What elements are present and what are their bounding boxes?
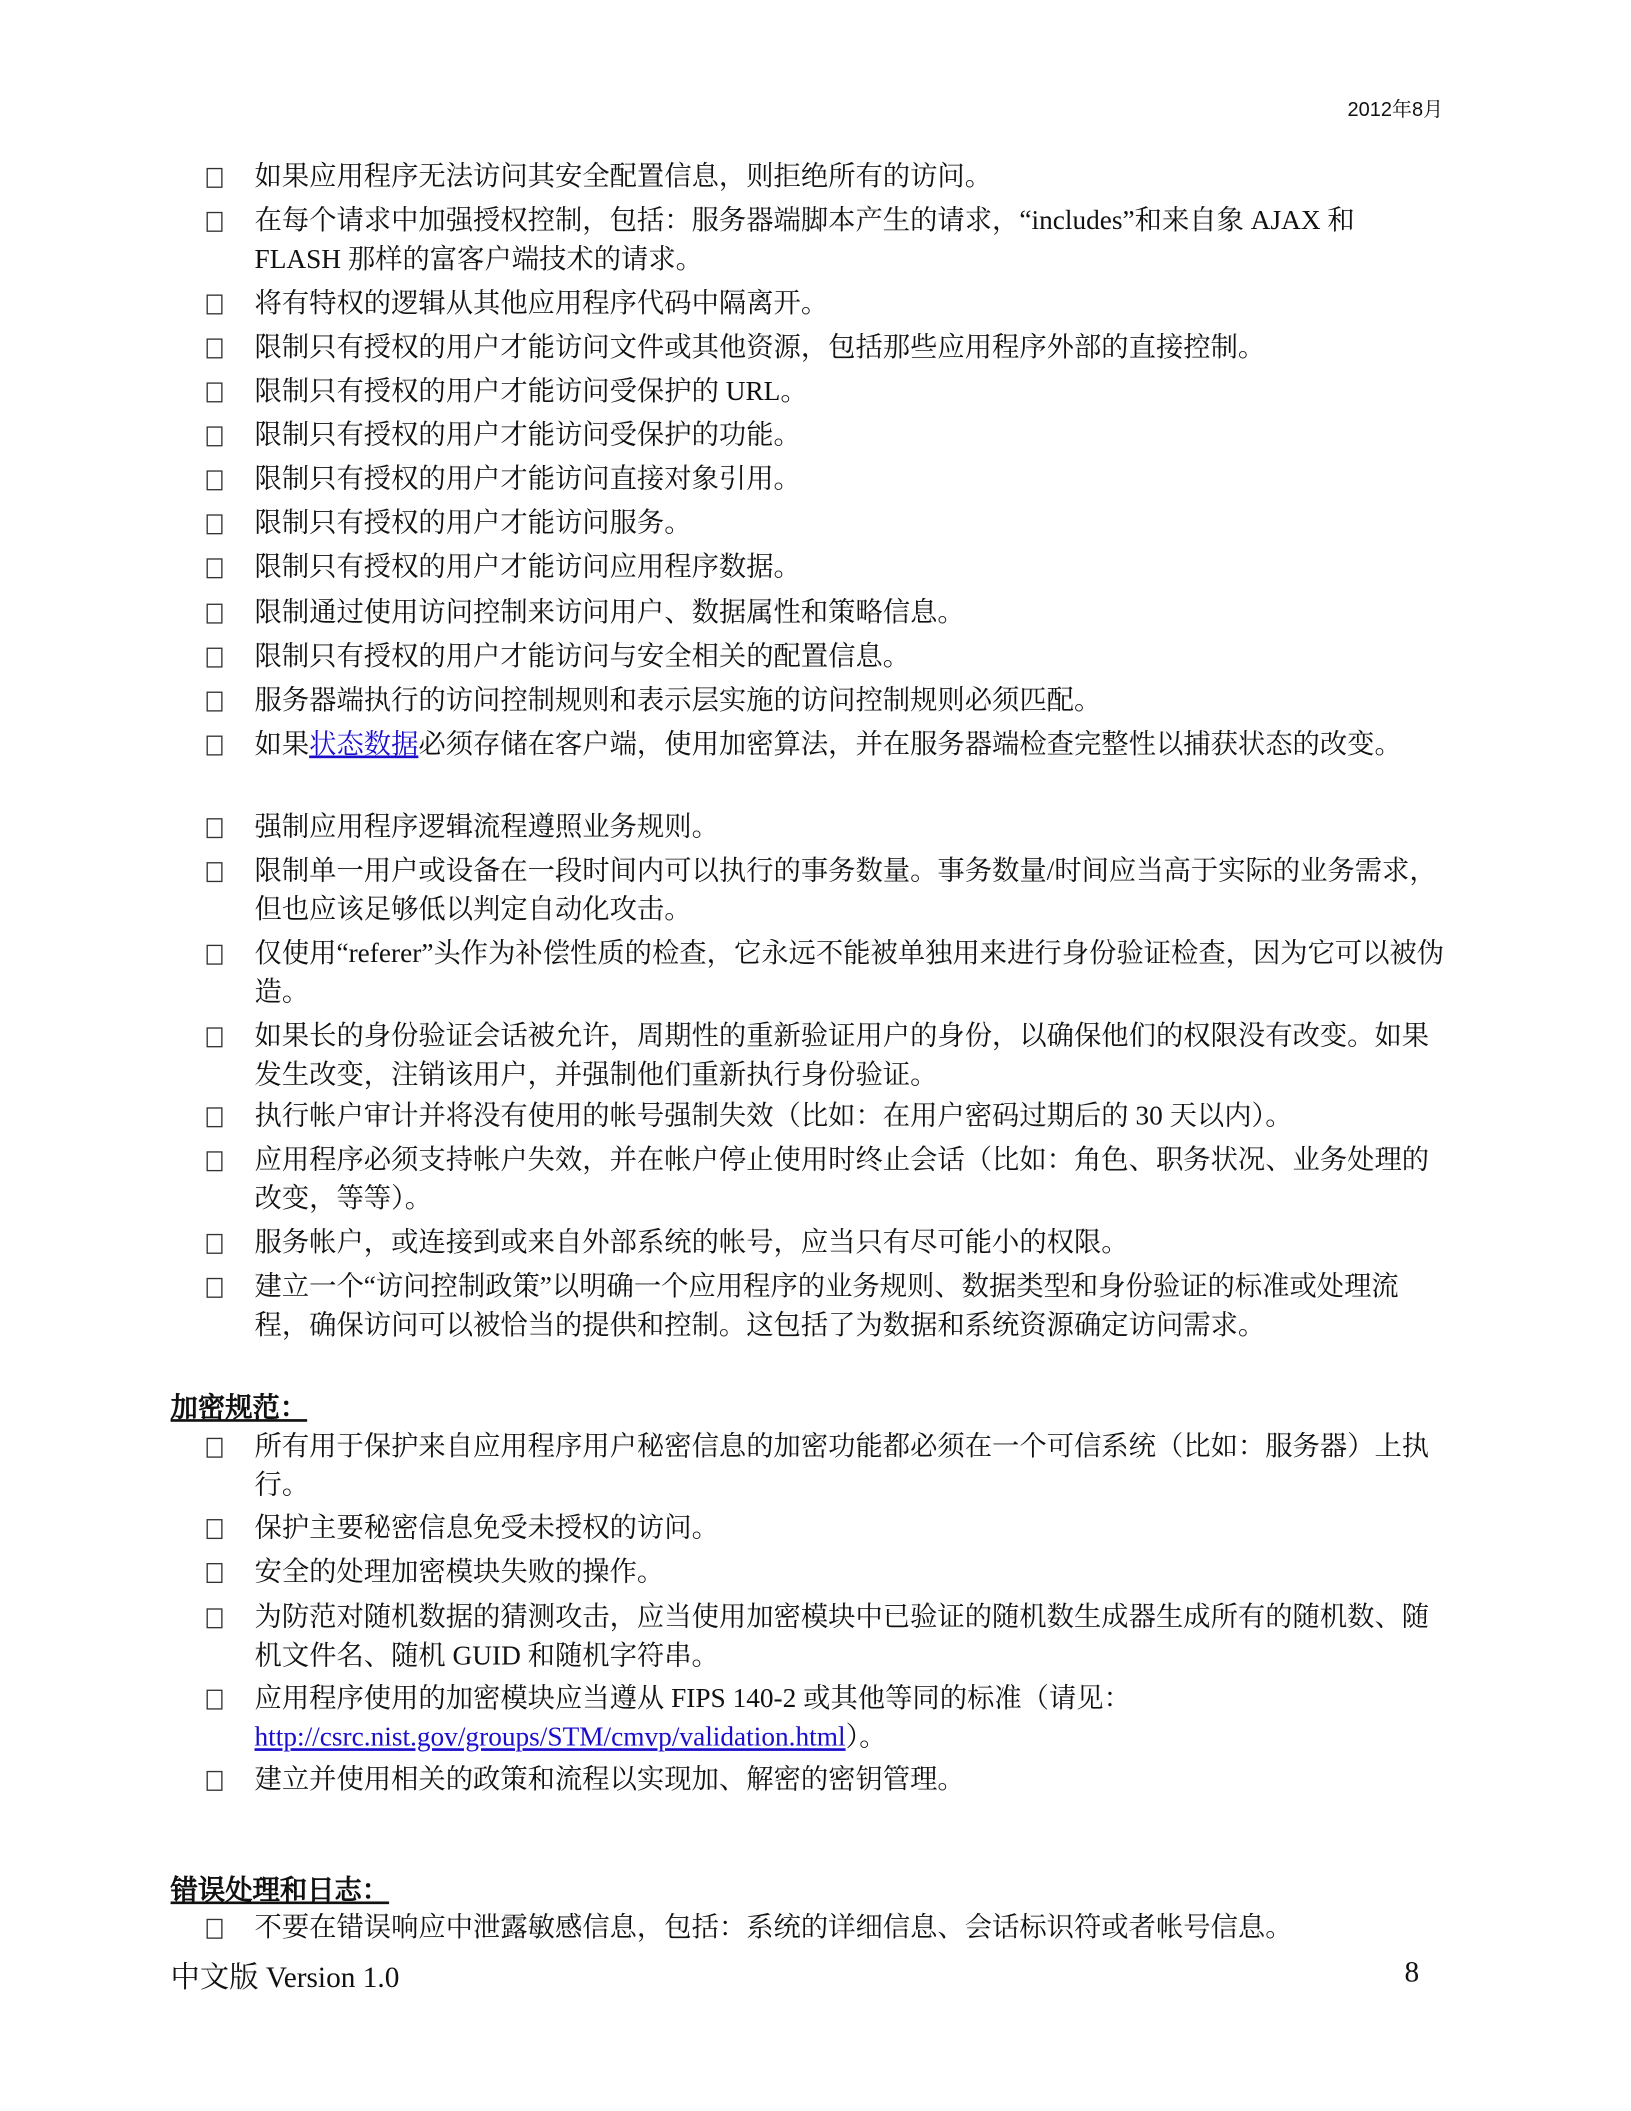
bullet-box-icon (207, 470, 223, 490)
list-item-text (255, 549, 1446, 588)
bullet-box-icon (207, 1027, 223, 1047)
list-item (207, 1142, 1446, 1219)
text-span: 强制应用程序逻辑流程遵照业务规则。 (254, 812, 719, 843)
text-span: 限制只有授权的用户才能访问受保护的 URL。 (254, 377, 808, 407)
list-item-text (255, 159, 1446, 198)
text-span: 应用程序必须支持帐户失效，并在帐户停止使用时终止会话（比如：角色、职务状况、业务处理的改变，等等）。 (254, 1145, 1430, 1214)
list-item-text (255, 726, 1446, 765)
list-item (207, 1599, 1446, 1676)
text-span: 限制单一用户或设备在一段时间内可以执行的事务数量。事务数量/时间应当高于实际的业务需求，但也应该足够低以判定自动化攻击。 (254, 856, 1437, 925)
bullet-box-icon (207, 862, 223, 882)
text-span: 限制通过使用访问控制来访问用户、数据属性和策略信息。 (254, 598, 965, 628)
list-item-text (255, 203, 1446, 280)
header-date: 2012年8月 (1347, 98, 1444, 122)
list-item-text (255, 505, 1446, 544)
list-item (207, 461, 1446, 500)
list-item-text (255, 682, 1446, 721)
bullet-box-icon (207, 692, 223, 712)
text-span: 为防范对随机数据的猜测攻击，应当使用加密模块中已验证的随机数生成器生成所有的随机数、随机文件名、随机 GUID 和随机字符串。 (254, 1602, 1430, 1671)
list-item (207, 638, 1446, 677)
text-span: 如果 (254, 730, 310, 760)
text-span: 限制只有授权的用户才能访问文件或其他资源，包括那些应用程序外部的直接控制。 (254, 333, 1266, 363)
link[interactable]: http://csrc.nist.gov/groups/STM/cmvp/validation.html (254, 1722, 846, 1753)
list-item-text (255, 1142, 1446, 1219)
list-item (207, 1225, 1446, 1264)
bullet-box-icon (207, 1608, 223, 1628)
section-heading-errors: 错误处理和日志： (170, 1876, 390, 1906)
text-span: 安全的处理加密模块失败的操作。 (254, 1557, 665, 1588)
text-span: 建立并使用相关的政策和流程以实现加、解密的密钥管理。 (254, 1765, 965, 1795)
text-span: 应用程序使用的加密模块应当遵从 FIPS 140-2 或其他等同的标准（请见： (254, 1684, 1131, 1714)
text-span: 如果长的身份验证会话被允许，周期性的重新验证用户的身份，以确保他们的权限没有改变。如果发生改变，注销该用户，并强制他们重新执行身份验证。 (254, 1022, 1430, 1090)
text-span: 限制只有授权的用户才能访问受保护的功能。 (254, 421, 801, 451)
bullet-box-icon (207, 604, 223, 624)
bullet-box-icon (207, 1771, 223, 1791)
list-item-text (255, 809, 1446, 848)
list-item (207, 1510, 1446, 1549)
list-item (207, 1680, 1446, 1757)
list-item (207, 1018, 1446, 1095)
list-item (207, 159, 1446, 198)
list-item-text (255, 1018, 1446, 1095)
footer-version: 中文版 Version 1.0 (170, 1960, 400, 1994)
text-span: 服务帐户，或连接到或来自外部系统的帐号，应当只有尽可能小的权限。 (254, 1228, 1129, 1258)
bullet-box-icon (207, 648, 223, 668)
bullet-box-icon (207, 1690, 223, 1710)
text-span: 服务器端执行的访问控制规则和表示层实施的访问控制规则必须匹配。 (254, 686, 1102, 716)
bullet-box-icon (207, 1919, 223, 1939)
bullet-box-icon (207, 168, 223, 188)
list-item-text (255, 1269, 1446, 1346)
list-item (207, 1762, 1446, 1801)
bullet-box-icon (207, 382, 223, 402)
bullet-box-icon (207, 1519, 223, 1539)
text-span: 如果应用程序无法访问其安全配置信息，则拒绝所有的访问。 (254, 162, 993, 192)
list-item (207, 1428, 1446, 1505)
list-item-text (255, 935, 1446, 1012)
text-span: 在每个请求中加强授权控制，包括：服务器端脚本产生的请求，“includes”和来自象 AJAX 和 FLASH 那样的富客户端技术的请求。 (254, 206, 1355, 275)
bullet-box-icon (207, 1438, 223, 1458)
list-item (207, 1269, 1446, 1346)
list-item-text (255, 1599, 1446, 1676)
bullet-box-icon (207, 736, 223, 756)
list-item (207, 726, 1446, 765)
text-span: 仅使用“referer”头作为补偿性质的检查，它永远不能被单独用来进行身份验证检查，因为它可以被伪造。 (254, 939, 1445, 1008)
list-item (207, 853, 1446, 930)
list-item (207, 935, 1446, 1012)
bullet-box-icon (207, 294, 223, 314)
list-item (207, 505, 1446, 544)
list-item-text (255, 329, 1446, 368)
section-heading-crypto: 加密规范： (170, 1393, 308, 1424)
list-item-text (255, 594, 1446, 633)
list-item (207, 203, 1446, 280)
text-span: 限制只有授权的用户才能访问服务。 (254, 509, 692, 539)
text-span: 执行帐户审计并将没有使用的帐号强制失效（比如：在用户密码过期后的 30 天以内）。 (254, 1101, 1293, 1132)
list-item-text (255, 1510, 1446, 1549)
list-item (207, 329, 1446, 368)
list-item-text (255, 1762, 1446, 1801)
list-item (207, 1554, 1446, 1593)
list-item (207, 809, 1446, 848)
list-item-text (255, 417, 1446, 456)
list-item (207, 549, 1446, 588)
list-item-text (255, 1680, 1446, 1757)
list-item (207, 417, 1446, 456)
list-item-text (255, 638, 1446, 677)
bullet-box-icon (207, 426, 223, 446)
bullet-box-icon (207, 558, 223, 578)
list-item (207, 1098, 1446, 1137)
text-span: 限制只有授权的用户才能访问直接对象引用。 (254, 465, 801, 495)
text-span: 将有特权的逻辑从其他应用程序代码中隔离开。 (254, 289, 829, 319)
text-span: 限制只有授权的用户才能访问与安全相关的配置信息。 (254, 642, 911, 672)
text-span: ）。 (845, 1722, 887, 1753)
list-item (207, 285, 1446, 324)
text-span: 必须存储在客户端，使用加密算法，并在服务器端检查完整性以捕获状态的改变。 (418, 730, 1402, 760)
list-item-text (255, 373, 1446, 412)
text-span: 限制只有授权的用户才能访问应用程序数据。 (254, 552, 801, 583)
text-span: 不要在错误响应中泄露敏感信息，包括：系统的详细信息、会话标识符或者帐号信息。 (254, 1913, 1293, 1943)
bullet-box-icon (207, 1151, 223, 1171)
list-item (207, 682, 1446, 721)
list-item-text (255, 1225, 1446, 1264)
list-item (207, 594, 1446, 633)
bullet-box-icon (207, 338, 223, 358)
list-item (207, 1909, 1446, 1948)
bullet-box-icon (207, 945, 223, 965)
bullet-box-icon (207, 1234, 223, 1254)
list-item-text (255, 461, 1446, 500)
link[interactable]: 状态数据 (309, 730, 419, 760)
page-number: 8 (1404, 1954, 1420, 1989)
list-item-text (255, 853, 1446, 930)
bullet-box-icon (207, 212, 223, 232)
text-span: 所有用于保护来自应用程序用户秘密信息的加密功能都必须在一个可信系统（比如：服务器）上执行。 (254, 1432, 1430, 1501)
bullet-box-icon (207, 1107, 223, 1127)
list-item-text (255, 1098, 1446, 1137)
list-item-text (255, 1909, 1446, 1948)
list-item-text (255, 1554, 1446, 1593)
bullet-box-icon (207, 818, 223, 838)
text-span: 建立一个“访问控制政策”以明确一个应用程序的业务规则、数据类型和身份验证的标准或处理流程，确保访问可以被恰当的提供和控制。这包括了为数据和系统资源确定访问需求。 (254, 1272, 1399, 1341)
list-item (207, 373, 1446, 412)
text-span: 保护主要秘密信息免受未授权的访问。 (254, 1513, 719, 1544)
bullet-box-icon (207, 1563, 223, 1583)
bullet-box-icon (207, 514, 223, 534)
list-item-text (255, 285, 1446, 324)
bullet-box-icon (207, 1278, 223, 1298)
list-item-text (255, 1428, 1446, 1505)
